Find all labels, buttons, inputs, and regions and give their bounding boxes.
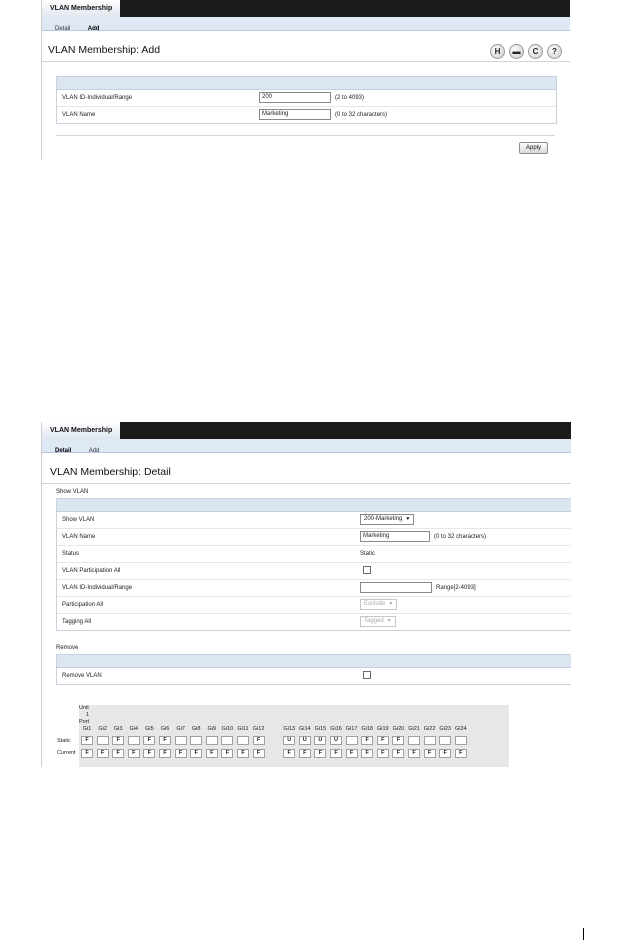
static-port-cell[interactable]: U — [299, 736, 311, 745]
static-port-cell[interactable]: F — [253, 736, 265, 745]
vlan-add-screenshot — [41, 0, 570, 160]
static-port-cell[interactable]: U — [314, 736, 326, 745]
port-name: Gi2 — [98, 726, 107, 732]
current-port-cell: F — [346, 749, 358, 758]
static-port-cell[interactable] — [206, 736, 218, 745]
port-name: Gi1 — [82, 726, 92, 732]
app-tab-vlan-membership[interactable]: VLAN Membership — [42, 422, 120, 439]
show-vlan-value: 200-Marketing — [364, 515, 403, 522]
static-port-cell[interactable] — [175, 736, 187, 745]
current-port-cell: F — [392, 749, 404, 758]
static-port-cell[interactable]: F — [159, 736, 171, 745]
port-name: Gi11 — [237, 726, 249, 732]
vlan-id-label: VLAN ID-Individual/Range — [62, 95, 133, 101]
vlan-name-hint: (0 to 32 characters) — [335, 112, 388, 118]
static-port-cell[interactable] — [346, 736, 358, 745]
vlan-name-row — [57, 529, 571, 546]
add-form-panel — [56, 76, 557, 124]
top-bar — [42, 422, 571, 439]
remove-vlan-checkbox[interactable] — [363, 671, 371, 679]
vlan-id-row — [57, 90, 556, 107]
current-port-cell: F — [439, 749, 451, 758]
current-port-cell: F — [190, 749, 202, 758]
current-port-cell: F — [377, 749, 389, 758]
remove-section-label: Remove — [56, 645, 79, 651]
apply-button[interactable]: Apply — [519, 142, 548, 154]
show-vlan-row — [57, 512, 571, 529]
port-name: Gi12 — [252, 726, 265, 732]
static-port-cell[interactable]: F — [81, 736, 93, 745]
current-port-cell: F — [314, 749, 326, 758]
show-vlan-label: Show VLAN — [62, 517, 95, 523]
static-port-cell[interactable] — [190, 736, 202, 745]
participation-all-row — [57, 563, 571, 580]
participation-all-label: VLAN Participation All — [62, 568, 121, 574]
port-name: Gi14 — [298, 726, 311, 732]
show-vlan-panel — [56, 498, 571, 631]
chevron-down-icon: ▼ — [386, 617, 392, 624]
current-port-cell: F — [330, 749, 342, 758]
static-port-cell[interactable]: F — [392, 736, 404, 745]
static-port-cell[interactable]: F — [143, 736, 155, 745]
tagging-row — [57, 614, 571, 630]
static-port-cell[interactable] — [128, 736, 140, 745]
participation-all-checkbox[interactable] — [363, 566, 371, 574]
vlan-id-range-label: VLAN ID-Individual/Range — [62, 585, 133, 591]
port-name: Gi24 — [454, 726, 467, 732]
port-name: Gi17 — [345, 726, 358, 732]
panel-header — [57, 77, 556, 90]
vlan-id-range-hint: Range[2-4093] — [436, 585, 476, 591]
current-port-cell: F — [175, 749, 187, 758]
chevron-down-icon: ▼ — [388, 600, 394, 607]
static-label: Static — [57, 738, 71, 744]
port-name: Gi23 — [439, 726, 451, 732]
static-port-cell[interactable]: F — [377, 736, 389, 745]
nav-detail[interactable]: Detail — [55, 448, 72, 454]
chevron-down-icon: ▼ — [405, 515, 411, 522]
unit-number: 1 — [86, 712, 90, 718]
port-name: Gi7 — [176, 726, 185, 732]
static-port-cell[interactable]: U — [283, 736, 295, 745]
current-port-cell: F — [143, 749, 155, 758]
show-vlan-select[interactable] — [360, 514, 414, 525]
title-divider — [42, 61, 570, 62]
current-port-cell: F — [128, 749, 140, 758]
sub-navigation — [42, 439, 571, 453]
static-port-cell[interactable] — [237, 736, 249, 745]
refresh-icon[interactable]: C — [528, 44, 543, 59]
remove-vlan-label: Remove VLAN — [62, 673, 102, 679]
current-port-cell: F — [81, 749, 93, 758]
page-title: VLAN Membership: Detail — [50, 466, 171, 478]
current-port-cell: F — [221, 749, 233, 758]
vlan-id-range-input[interactable] — [360, 582, 432, 593]
tagging-value: Tagged — [364, 617, 384, 624]
remove-vlan-row — [57, 668, 571, 684]
vlan-id-hint: (2 to 4093) — [335, 95, 365, 101]
vlan-detail-screenshot — [41, 422, 571, 767]
nav-add[interactable]: Add — [87, 26, 100, 32]
current-port-cell: F — [253, 749, 265, 758]
current-port-cell: F — [283, 749, 295, 758]
port-name: Gi15 — [314, 726, 327, 732]
port-name: Gi21 — [408, 726, 420, 732]
vlan-id-input[interactable]: 200 — [259, 92, 331, 103]
status-value: Static — [360, 551, 376, 557]
top-bar — [42, 0, 570, 17]
vlan-name-row — [57, 107, 556, 123]
port-name: Gi5 — [145, 726, 154, 732]
current-port-cell: F — [299, 749, 311, 758]
title-divider — [42, 483, 571, 484]
static-port-cell[interactable]: F — [112, 736, 124, 745]
port-name: Gi3 — [113, 726, 123, 732]
port-name: Gi18 — [361, 726, 373, 732]
current-port-cell: F — [97, 749, 109, 758]
form-divider — [56, 135, 555, 136]
current-port-cell: F — [424, 749, 436, 758]
participation-label: Participation All — [62, 602, 104, 608]
port-membership-grid — [79, 705, 509, 767]
port-name: Gi6 — [160, 726, 170, 732]
remove-panel — [56, 654, 571, 685]
tagging-select[interactable] — [360, 616, 396, 627]
static-port-cell[interactable] — [97, 736, 109, 745]
page-title: VLAN Membership: Add — [48, 44, 161, 56]
static-port-cell[interactable] — [439, 736, 451, 745]
page-margin-mark — [583, 928, 584, 940]
current-port-cell: F — [112, 749, 124, 758]
vlan-name-input[interactable]: Marketing — [360, 531, 430, 542]
app-tab-vlan-membership[interactable]: VLAN Membership — [42, 0, 120, 17]
status-label: Status — [62, 551, 80, 557]
vlan-name-label: VLAN Name — [62, 112, 96, 118]
save-icon[interactable]: H — [490, 44, 505, 59]
unit-label: Unit — [79, 705, 89, 711]
port-name: Gi20 — [392, 726, 405, 732]
port-name: Gi10 — [221, 726, 234, 732]
port-label: Port — [79, 719, 90, 725]
vlan-name-label: VLAN Name — [62, 534, 96, 540]
port-name: Gi9 — [207, 726, 217, 732]
panel-header — [57, 499, 571, 512]
current-port-cell: F — [455, 749, 467, 758]
current-port-cell: F — [206, 749, 218, 758]
toolbar — [486, 41, 562, 59]
status-row — [57, 546, 571, 563]
current-label: Current — [57, 750, 76, 756]
help-icon[interactable]: ? — [547, 44, 562, 59]
port-name: Gi8 — [191, 726, 201, 732]
nav-detail[interactable]: Detail — [55, 26, 71, 32]
static-port-cell[interactable] — [424, 736, 436, 745]
participation-value: Exclude — [364, 600, 386, 607]
static-port-cell[interactable]: U — [330, 736, 342, 745]
show-vlan-section-label: Show VLAN — [56, 489, 89, 495]
current-port-cell: F — [361, 749, 373, 758]
port-name: Gi13 — [283, 726, 295, 732]
static-port-cell[interactable]: F — [361, 736, 373, 745]
static-port-cell[interactable] — [455, 736, 467, 745]
port-name: Gi4 — [129, 726, 139, 732]
vlan-name-hint: (0 to 32 characters) — [434, 534, 487, 540]
vlan-name-input[interactable]: Marketing — [259, 109, 331, 120]
tagging-label: Tagging All — [62, 619, 92, 625]
port-name: Gi16 — [330, 726, 342, 732]
port-name: Gi19 — [376, 726, 389, 732]
current-port-cell: F — [408, 749, 420, 758]
current-port-cell: F — [159, 749, 171, 758]
current-port-cell: F — [237, 749, 249, 758]
nav-add[interactable]: Add — [88, 448, 100, 454]
print-icon[interactable]: ▬ — [509, 44, 524, 59]
panel-header — [57, 655, 571, 668]
port-name: Gi22 — [423, 726, 436, 732]
vlan-id-range-row — [57, 580, 571, 597]
static-port-cell[interactable] — [408, 736, 420, 745]
participation-row — [57, 597, 571, 614]
static-port-cell[interactable] — [221, 736, 233, 745]
participation-select[interactable] — [360, 599, 397, 610]
sub-navigation — [42, 17, 570, 31]
